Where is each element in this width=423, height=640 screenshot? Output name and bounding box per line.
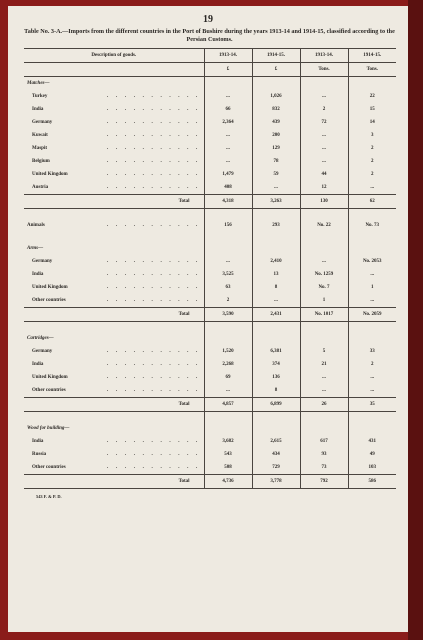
unit-label: Tons. <box>300 63 348 77</box>
value-cell: 2 <box>348 155 396 168</box>
value-cell: 408 <box>204 181 252 195</box>
table-row: India . . . . . . . . . . . 66 832 2 15 <box>24 103 396 116</box>
page-number: 19 <box>203 14 213 25</box>
table-row: Austria . . . . . . . . . . . 408 ... 12 ... <box>24 181 396 195</box>
unit-label: Tons. <box>348 63 396 77</box>
table-row: Germany . . . . . . . . . . . 1,520 6,381 5 33 <box>24 345 396 358</box>
value-cell: 792 <box>300 475 348 489</box>
value-cell: ... <box>300 155 348 168</box>
value-cell: 1,479 <box>204 168 252 181</box>
value-cell: 5 <box>300 345 348 358</box>
value-cell: 3,590 <box>204 308 252 322</box>
value-cell: 2 <box>204 294 252 308</box>
value-cell: 2,410 <box>252 255 300 268</box>
country-label: Turkey <box>32 93 48 99</box>
value-cell: No. 73 <box>348 219 396 232</box>
country-label: Germany <box>32 258 53 264</box>
country-label: India <box>32 106 44 112</box>
table-row: India . . . . . . . . . . . 3,682 2,615 617 431 <box>24 435 396 448</box>
section-heading: Cartridges— <box>27 335 54 341</box>
value-cell: ... <box>204 129 252 142</box>
country-label: India <box>32 271 44 277</box>
value-cell: 93 <box>300 448 348 461</box>
value-cell: 35 <box>348 398 396 412</box>
value-cell: 129 <box>252 142 300 155</box>
table-header-row <box>24 49 396 63</box>
value-cell: 1,026 <box>252 90 300 103</box>
value-cell: 3,778 <box>252 475 300 489</box>
value-cell: ... <box>204 142 252 155</box>
total-row <box>24 308 396 322</box>
value-cell: 62 <box>348 195 396 209</box>
value-cell: 2,615 <box>252 435 300 448</box>
country-label: Germany <box>32 348 53 354</box>
value-cell: ... <box>252 181 300 195</box>
value-cell: 69 <box>204 371 252 384</box>
value-cell: 2,364 <box>204 116 252 129</box>
value-cell: 729 <box>252 461 300 475</box>
country-label: Germany <box>32 119 53 125</box>
header-year: 1913-14. <box>300 49 348 63</box>
value-cell: ... <box>300 371 348 384</box>
value-cell: No. 7 <box>300 281 348 294</box>
page-edge-shadow <box>408 0 423 640</box>
value-cell: 543 <box>204 448 252 461</box>
table-row: India . . . . . . . . . . . 2,268 374 21 2 <box>24 358 396 371</box>
value-cell: 4,736 <box>204 475 252 489</box>
table-row: Maspit . . . . . . . . . . . ... 129 ... 2 <box>24 142 396 155</box>
table-row: United Kingdom . . . . . . . . . . . 63 8 No. 7 1 <box>24 281 396 294</box>
value-cell: No. 22 <box>300 219 348 232</box>
section-heading-row: Animals . . . . . . . . . . . 156 293 No. 22 No. 73 <box>24 219 396 232</box>
country-label: India <box>32 438 44 444</box>
value-cell: 2 <box>348 168 396 181</box>
value-cell: ... <box>204 384 252 398</box>
value-cell: 6,381 <box>252 345 300 358</box>
imports-table <box>24 48 396 489</box>
value-cell: 21 <box>300 358 348 371</box>
value-cell: 3 <box>348 129 396 142</box>
value-cell: ... <box>204 255 252 268</box>
value-cell: ... <box>348 268 396 281</box>
value-cell: No. 1259 <box>300 268 348 281</box>
country-label: Austria <box>32 184 49 190</box>
total-label: Total <box>24 195 204 209</box>
value-cell: 66 <box>204 103 252 116</box>
table-row: India . . . . . . . . . . . 3,525 13 No. 1259 ... <box>24 268 396 281</box>
country-label: United Kingdom <box>32 171 68 177</box>
unit-row <box>24 63 396 77</box>
value-cell: No. 1017 <box>300 308 348 322</box>
section-heading: Arms— <box>27 245 44 251</box>
section-heading: Matches— <box>27 80 50 86</box>
value-cell: 6,899 <box>252 398 300 412</box>
total-row <box>24 398 396 412</box>
value-cell: 431 <box>348 435 396 448</box>
value-cell: ... <box>348 294 396 308</box>
value-cell: 49 <box>348 448 396 461</box>
section-heading-row <box>24 242 396 255</box>
table-row: Germany . . . . . . . . . . . ... 2,410 ... No. 2053 <box>24 255 396 268</box>
section-heading: Wood for building— <box>27 425 70 431</box>
country-label: Other countries <box>32 464 66 470</box>
section-heading-row <box>24 332 396 345</box>
value-cell: 4,857 <box>204 398 252 412</box>
country-label: India <box>32 361 44 367</box>
section-heading: Animals <box>27 222 45 228</box>
value-cell: 22 <box>348 90 396 103</box>
value-cell: 434 <box>252 448 300 461</box>
value-cell: 832 <box>252 103 300 116</box>
value-cell: 130 <box>300 195 348 209</box>
table-row: Germany . . . . . . . . . . . 2,364 439 72 14 <box>24 116 396 129</box>
value-cell: ... <box>348 371 396 384</box>
unit-label: £ <box>204 63 252 77</box>
header-year: 1913-14. <box>204 49 252 63</box>
value-cell: ... <box>300 255 348 268</box>
value-cell: 63 <box>204 281 252 294</box>
value-cell: 72 <box>300 116 348 129</box>
value-cell: ... <box>348 384 396 398</box>
value-cell: 103 <box>348 461 396 475</box>
section-heading-row <box>24 422 396 435</box>
value-cell: 617 <box>300 435 348 448</box>
value-cell: 293 <box>252 219 300 232</box>
value-cell: 15 <box>348 103 396 116</box>
value-cell: 13 <box>252 268 300 281</box>
value-cell: 3,682 <box>204 435 252 448</box>
value-cell: 1,520 <box>204 345 252 358</box>
value-cell: 8 <box>252 281 300 294</box>
printer-imprint: 543 F. & P. D. <box>36 494 62 499</box>
country-label: Other countries <box>32 387 66 393</box>
table-row: Other countries . . . . . . . . . . . 2 ... 1 ... <box>24 294 396 308</box>
value-cell: 33 <box>348 345 396 358</box>
value-cell: ... <box>348 181 396 195</box>
value-cell: 8 <box>252 384 300 398</box>
country-label: Kuwait <box>32 132 48 138</box>
value-cell: 2,268 <box>204 358 252 371</box>
total-row <box>24 195 396 209</box>
value-cell: 4,318 <box>204 195 252 209</box>
value-cell: 78 <box>252 155 300 168</box>
value-cell: ... <box>204 155 252 168</box>
value-cell: 2,431 <box>252 308 300 322</box>
value-cell: 2 <box>300 103 348 116</box>
table-row: Other countries . . . . . . . . . . . ... 8 ... ... <box>24 384 396 398</box>
table-row: Turkey . . . . . . . . . . . ... 1,026 ... 22 <box>24 90 396 103</box>
country-label: Belgium <box>32 158 50 164</box>
country-label: Other countries <box>32 297 66 303</box>
total-row <box>24 475 396 489</box>
value-cell: ... <box>204 90 252 103</box>
value-cell: 59 <box>252 168 300 181</box>
value-cell: 14 <box>348 116 396 129</box>
value-cell: 73 <box>300 461 348 475</box>
value-cell: 26 <box>300 398 348 412</box>
value-cell: 200 <box>252 129 300 142</box>
value-cell: 136 <box>252 371 300 384</box>
total-label: Total <box>24 475 204 489</box>
value-cell: 2 <box>348 358 396 371</box>
total-label: Total <box>24 308 204 322</box>
value-cell: 2 <box>348 142 396 155</box>
table-caption: Table No. 3-A.—Imports from the different countries in the Port of Bushire during the years 1913-14 and 1914-15, classified according to the Persian Customs. <box>24 28 395 43</box>
header-year: 1914-15. <box>252 49 300 63</box>
value-cell: 3,263 <box>252 195 300 209</box>
country-label: United Kingdom <box>32 374 68 380</box>
value-cell: ... <box>252 294 300 308</box>
table-row: Other countries . . . . . . . . . . . 508 729 73 103 <box>24 461 396 475</box>
value-cell: 1 <box>300 294 348 308</box>
header-year: 1914-15. <box>348 49 396 63</box>
value-cell: No. 2053 <box>348 255 396 268</box>
country-label: Maspit <box>32 145 47 151</box>
value-cell: ... <box>300 90 348 103</box>
value-cell: 508 <box>204 461 252 475</box>
country-label: United Kingdom <box>32 284 68 290</box>
unit-label: £ <box>252 63 300 77</box>
table-row: Belgium . . . . . . . . . . . ... 78 ... 2 <box>24 155 396 168</box>
section-heading-row <box>24 77 396 91</box>
document-page <box>8 6 408 632</box>
value-cell: ... <box>300 142 348 155</box>
value-cell: 44 <box>300 168 348 181</box>
header-description: Description of goods. <box>24 49 204 63</box>
table-row: Russia . . . . . . . . . . . 543 434 93 49 <box>24 448 396 461</box>
value-cell: No. 2059 <box>348 308 396 322</box>
value-cell: 586 <box>348 475 396 489</box>
value-cell: ... <box>300 129 348 142</box>
value-cell: 439 <box>252 116 300 129</box>
table-row: Kuwait . . . . . . . . . . . ... 200 ... 3 <box>24 129 396 142</box>
value-cell: ... <box>300 384 348 398</box>
country-label: Russia <box>32 451 47 457</box>
total-label: Total <box>24 398 204 412</box>
value-cell: 374 <box>252 358 300 371</box>
table-row: United Kingdom . . . . . . . . . . . 69 136 ... ... <box>24 371 396 384</box>
value-cell: 3,525 <box>204 268 252 281</box>
table-row: United Kingdom . . . . . . . . . . . 1,479 59 44 2 <box>24 168 396 181</box>
value-cell: 12 <box>300 181 348 195</box>
value-cell: 1 <box>348 281 396 294</box>
value-cell: 156 <box>204 219 252 232</box>
